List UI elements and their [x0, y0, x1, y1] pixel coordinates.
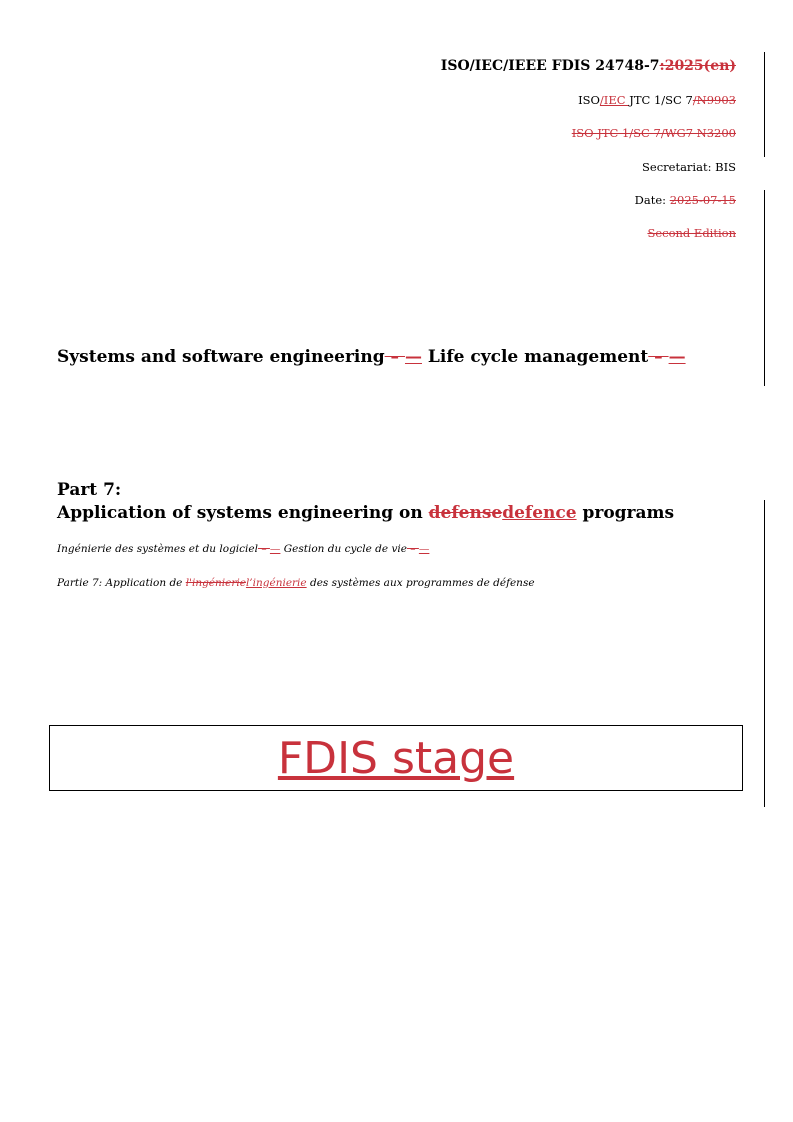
- main-title: [57, 347, 686, 367]
- french-part-title: [57, 577, 535, 589]
- french-sep2-inserted: —: [418, 543, 430, 555]
- date-deleted: 2025-07-15: [669, 193, 736, 207]
- change-bar-1: [764, 52, 765, 157]
- main-title-part2: Life cycle management: [421, 347, 649, 367]
- change-bar-3: [764, 500, 765, 807]
- main-title-sep2-inserted: —: [668, 347, 686, 367]
- edition: [647, 226, 736, 240]
- designation-deleted: :2025(en): [659, 58, 736, 74]
- working-group-reference: [572, 126, 736, 140]
- date-label: Date:: [634, 193, 670, 207]
- part-label: Part 7:: [57, 480, 122, 500]
- committee-inserted: /IEC: [599, 93, 630, 107]
- french-title-part1: Ingénierie des systèmes et du logiciel: [57, 543, 258, 555]
- main-title-sep1-deleted: –: [384, 347, 405, 367]
- part-word-deleted: defense: [428, 503, 503, 523]
- french-part-deleted: l'ingénierie: [185, 577, 246, 589]
- committee-prefix: ISO: [578, 93, 600, 107]
- committee-reference: [578, 93, 736, 107]
- part-word-inserted: defence: [502, 503, 577, 523]
- change-bar-2: [764, 190, 765, 386]
- french-title-part2: Gestion du cycle de vie: [280, 543, 407, 555]
- part-title-suffix: programs: [576, 503, 675, 523]
- stage-label: FDIS stage: [277, 733, 515, 784]
- document-designation: [441, 58, 736, 74]
- french-part-prefix: Partie 7: Application de: [57, 577, 186, 589]
- french-part-suffix: des systèmes aux programmes de défense: [306, 577, 535, 589]
- part-title-prefix: Application of systems engineering on: [57, 503, 429, 523]
- stage-box: [49, 725, 743, 791]
- committee-main: JTC 1/SC 7: [629, 93, 693, 107]
- french-title: [57, 543, 429, 555]
- edition-deleted: Second Edition: [647, 226, 736, 240]
- french-part-inserted: l’ingénierie: [245, 577, 307, 589]
- part-title: [57, 503, 674, 523]
- main-title-sep2-deleted: –: [648, 347, 669, 367]
- french-sep2-deleted: –: [406, 543, 419, 555]
- french-sep1-deleted: –: [257, 543, 270, 555]
- committee-deleted: /N9903: [692, 93, 736, 107]
- designation-main: ISO/IEC/IEEE FDIS 24748-7: [440, 58, 660, 74]
- french-sep1-inserted: —: [269, 543, 281, 555]
- main-title-part1: Systems and software engineering: [57, 347, 385, 367]
- document-date: [635, 193, 736, 207]
- secretariat: Secretariat: BIS: [642, 160, 736, 174]
- main-title-sep1-inserted: —: [404, 347, 422, 367]
- wg-deleted: ISO JTC 1/SC 7/WG7 N3200: [571, 126, 736, 140]
